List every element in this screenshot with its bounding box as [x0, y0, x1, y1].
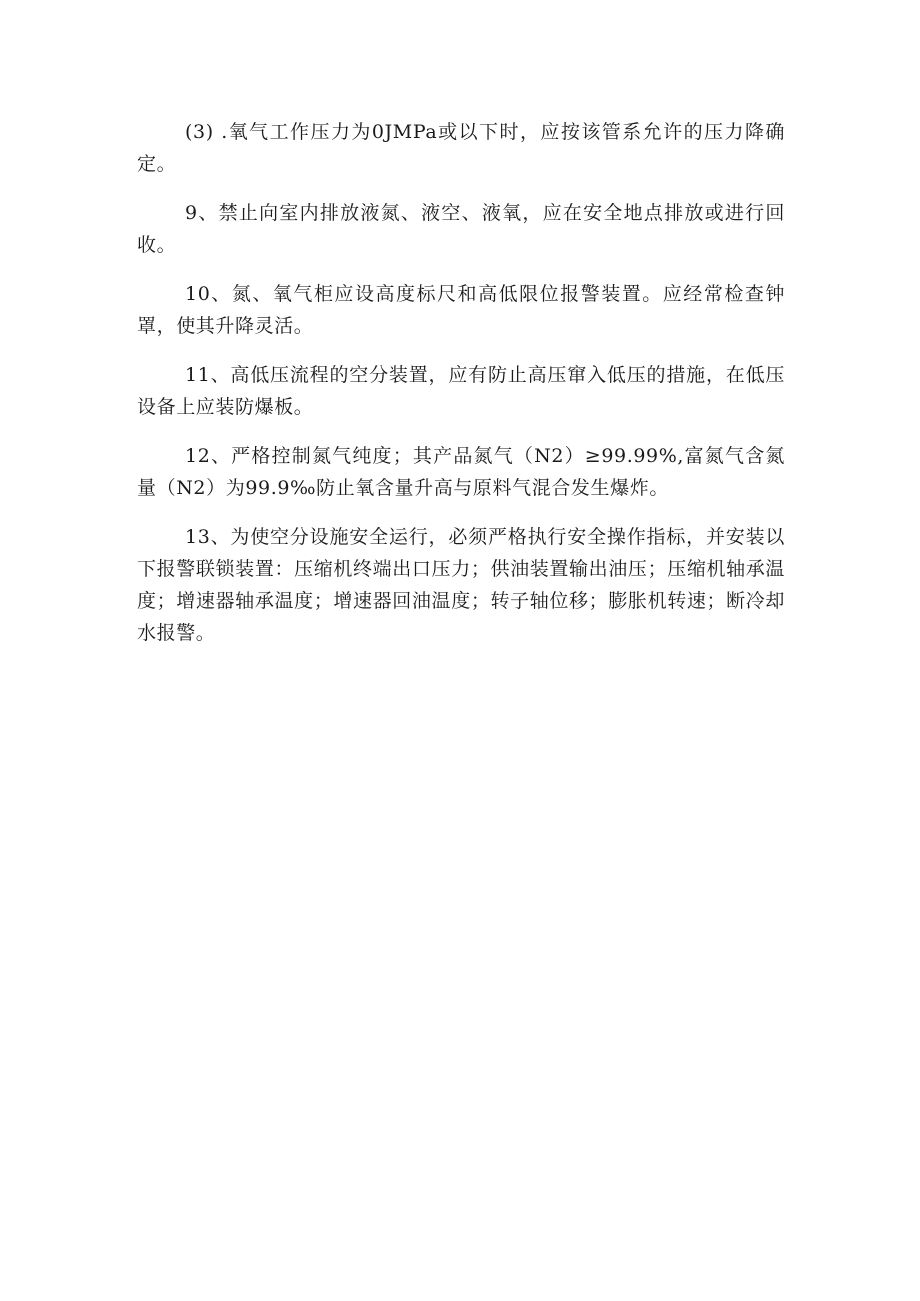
paragraph-item-13: 13、为使空分设施安全运行，必须严格执行安全操作指标，并安装以下报警联锁装置：压缩机终端出口压力；供油装置输出油压；压缩机轴承温度；增速器轴承温度；增速器回油温度；转子轴位移；膨胀机转速；断冷却水报警。	[137, 526, 785, 644]
paragraph-item-11: 11、高低压流程的空分装置，应有防止高压窜入低压的措施，在低压设备上应装防爆板。	[137, 364, 785, 418]
paragraph-item-12: 12、严格控制氮气纯度；其产品氮气（N2）≥99.99%,富氮气含氮量（N2）为99.9‰防止氧含量升高与原料气混合发生爆炸。	[137, 445, 785, 499]
document-body	[137, 116, 785, 666]
paragraph-item-10: 10、氮、氧气柜应设高度标尺和高低限位报警装置。应经常检查钟罩，使其升降灵活。	[137, 283, 785, 337]
paragraph-item-9: 9、禁止向室内排放液氮、液空、液氧，应在安全地点排放或进行回收。	[137, 202, 785, 256]
paragraph-oxygen-pressure: (3) .氧气工作压力为0JMPa或以下时，应按该管系允许的压力降确定。	[137, 121, 785, 175]
